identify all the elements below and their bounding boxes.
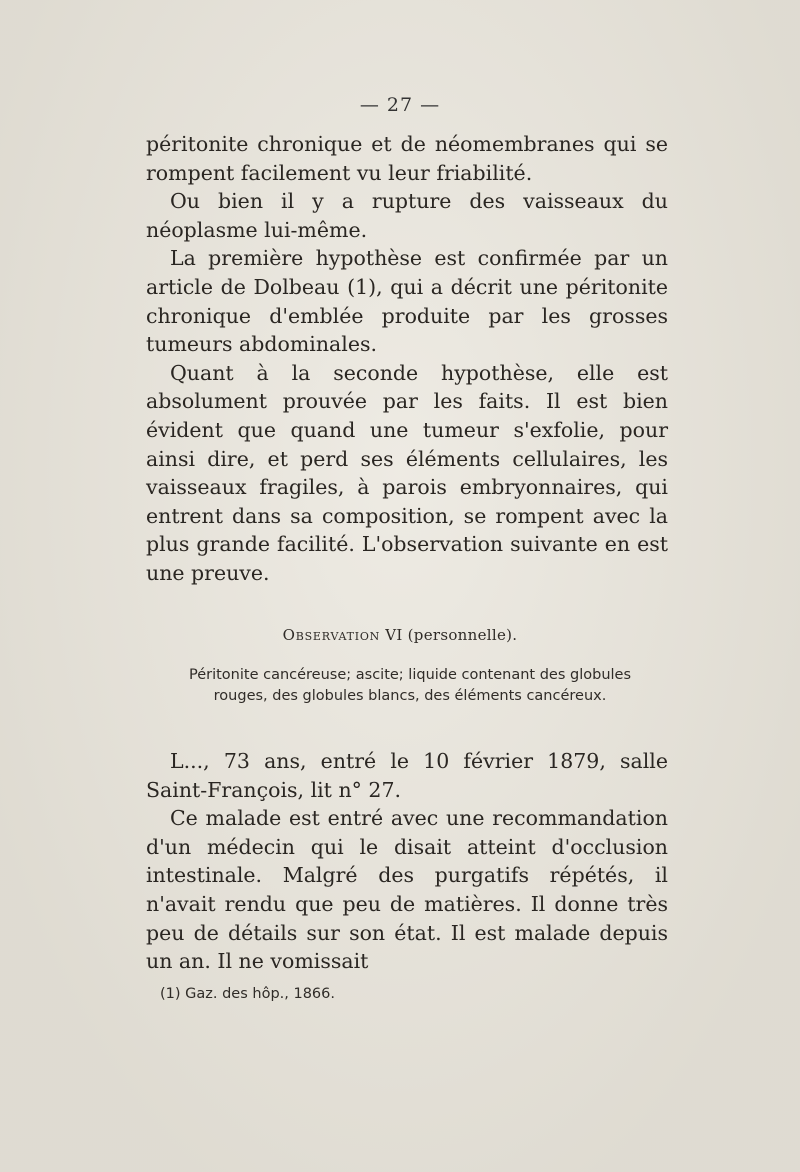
observation-number: VI: [385, 626, 403, 644]
paragraph: Ce malade est entré avec une recommandation d'un médecin qui le disait atteint d'occlusion intestinale. Malgré des purgatifs répétés, il n'avait rendu que peu de matières. Il donne très peu de détails sur son état. Il est malade depuis un an. Il ne vomissait: [146, 806, 668, 974]
observation-qualifier: (personnelle).: [407, 626, 518, 644]
observation-summary: [150, 665, 670, 706]
summary-line: Péritonite cancéreuse; ascite; liquide contenant des globules: [188, 667, 632, 683]
paragraph: L..., 73 ans, entré le 10 février 1879, salle Saint-François, lit n° 27.: [146, 749, 668, 802]
paragraph: Quant à la seconde hypothèse, elle est absolument prouvée par les faits. Il est bien évident que quand une tumeur s'exfolie, pour ainsi dire, et perd ses éléments cellulaires, les vaisseaux fragiles, à parois embryonnaires, qui entrent dans sa composition, se rompent avec la plus grande facilité. L'observation suivante en est une preuve.: [146, 360, 668, 585]
footnote: (1) Gaz. des hôp., 1866.: [160, 986, 335, 1002]
paragraph: La première hypothèse est confirmée par un article de Dolbeau (1), qui a décrit une péritonite chronique d'emblée produite par les grosses tumeurs abdominales.: [146, 246, 668, 357]
page-number: — 27 —: [359, 94, 441, 116]
text-block-top: [146, 130, 668, 588]
paragraph: Ou bien il y a rupture des vaisseaux du néoplasme lui-même.: [146, 189, 668, 242]
paragraph: péritonite chronique et de néomembranes qui se rompent facilement vu leur friabilité.: [146, 132, 668, 185]
observation-label: Observation: [282, 626, 381, 644]
summary-line: rouges, des globules blancs, des éléments cancéreux.: [213, 687, 607, 704]
text-block-bottom: [146, 747, 668, 976]
observation-heading: [0, 626, 800, 644]
